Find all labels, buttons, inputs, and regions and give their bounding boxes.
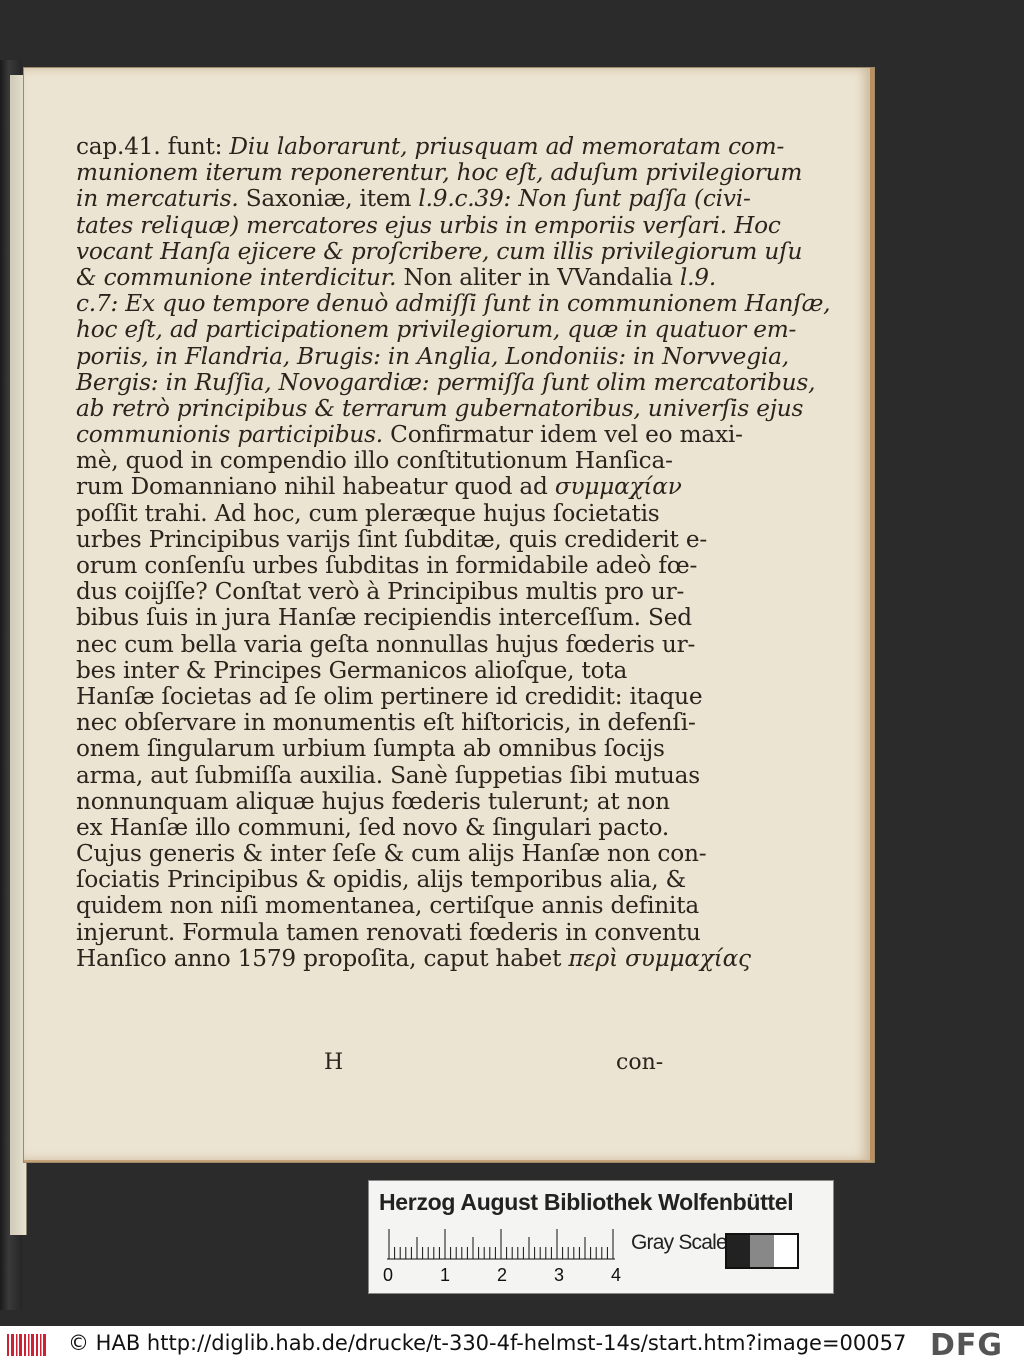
text-line (76, 421, 743, 449)
text-segment: rum Domanniano nihil habeatur quod ad (76, 473, 555, 501)
text-segment: ex Hanſæ illo communi, ſed novo & ſingulari pacto. (76, 813, 669, 841)
text-line (76, 159, 803, 187)
text-segment: nec cum bella varia geſta nonnullas hujus fœderis ur- (76, 630, 696, 658)
text-line (76, 290, 831, 318)
text-segment: cap.41. funt: (76, 133, 230, 160)
text-line (76, 394, 804, 422)
text-segment: Confirmatur idem vel eo maxi- (390, 421, 743, 449)
text-line (76, 840, 707, 868)
text-segment: l.9. (679, 263, 717, 291)
text-segment: munionem iterum reponerentur, hoc eſt, aduſum privilegiorum (76, 159, 803, 187)
ruler-number: 3 (554, 1265, 565, 1285)
dfg-logo: DFG (930, 1328, 1004, 1363)
text-segment: dus coijſſe? Conſtat verò à Principibus multis pro ur- (76, 578, 685, 606)
text-line (76, 918, 701, 946)
text-line (76, 867, 688, 893)
text-line (76, 630, 696, 658)
text-line (76, 892, 699, 920)
text-line (76, 789, 688, 815)
text-segment: vocant Hanſa ejicere & proſcribere, cum illis privilegiorum uſu (76, 237, 803, 265)
text-segment: ſociatis Principibus & opidis, alijs temporibus alia, & (76, 866, 687, 894)
text-segment: tates reliquæ) mercatores ejus urbis in emporiis verſari. Hoc (76, 211, 781, 239)
text-line (76, 133, 785, 160)
text-line (76, 736, 688, 762)
text-line (76, 815, 688, 841)
text-segment: onem ſingularum urbium ſumpta ab omnibus ſocijs (76, 735, 665, 763)
text-line (76, 237, 803, 265)
text-line (76, 501, 688, 527)
ruler-number: 1 (440, 1265, 451, 1285)
text-line (76, 761, 700, 789)
text-segment: bibus ſuis in jura Hanſæ recipiendis interceſſum. Sed (76, 604, 692, 632)
text-line (76, 552, 698, 579)
signature-mark: H (324, 1050, 344, 1075)
text-segment: nonnunquam aliquæ hujus fœderis tulerunt; at non (76, 787, 670, 815)
gray-scale-label: Gray Scale (631, 1231, 727, 1254)
text-segment: Hanſico anno 1579 propoſita, caput habet (76, 944, 569, 972)
text-line (76, 263, 717, 291)
text-line (76, 525, 708, 553)
text-segment: & communione interdicitur. (76, 263, 404, 291)
ruler-number: 2 (497, 1265, 508, 1285)
text-segment: communionis participibus. (76, 421, 391, 449)
text-segment: Saxoniæ, item (245, 185, 419, 213)
text-segment: l.9.c.39: Non ſunt paſſa (civi- (418, 185, 751, 213)
text-line (76, 185, 751, 213)
text-line (76, 474, 688, 500)
text-line (76, 211, 781, 239)
text-segment: περὶ συμμαχίας (568, 944, 751, 972)
ruler-number: 4 (611, 1265, 622, 1285)
text-segment: urbes Principibus varijs ſint ſubditæ, quis crediderit e- (76, 525, 708, 553)
text-segment: poriis, in Flandria, Brugis: in Anglia, Londoniis: in Norvvegia, (76, 342, 789, 370)
text-segment: Hanſæ ſocietas ad ſe olim pertinere id credidit: itaque (76, 682, 703, 710)
text-line (76, 682, 703, 710)
text-segment: c.7: Ex quo tempore denuò admiſſi ſunt in communionem Hanſæ, (76, 290, 831, 318)
color-calibration-card (368, 1180, 834, 1294)
gray-scale-swatch (725, 1233, 799, 1269)
ruler-numbers (383, 1265, 643, 1289)
ruler-number: 0 (383, 1265, 394, 1285)
text-line (76, 448, 688, 474)
footer-bar (0, 1326, 1024, 1366)
text-line (76, 604, 692, 632)
text-segment: quidem non niſi momentanea, certiſque annis definita (76, 892, 699, 920)
text-line (76, 579, 688, 605)
page-text (76, 133, 831, 972)
text-segment: poſſit trahi. Ad hoc, cum pleræque hujus ſocietatis (76, 499, 660, 527)
text-segment: bes inter & Principes Germanicos alioſque, tota (76, 656, 628, 684)
text-line (76, 944, 751, 972)
text-segment: Non aliter in VVandalia (403, 263, 680, 291)
text-segment: Diu laborarunt, priusquam ad memoratam com- (229, 133, 785, 160)
text-segment: in mercaturis. (76, 185, 246, 213)
text-line (76, 342, 789, 370)
text-line (76, 316, 797, 344)
text-line (76, 368, 816, 396)
text-segment: Bergis: in Ruſſia, Novogardiæ: permiſſa ſunt olim mercatoribus, (76, 368, 816, 396)
card-title: Herzog August Bibliothek Wolfenbüttel (379, 1189, 794, 1215)
text-segment: arma, aut ſubmiſſa auxilia. Sanè ſuppetias ſibi mutuas (76, 761, 700, 789)
source-url[interactable]: © HAB http://diglib.hab.de/drucke/t-330-4f-helmst-14s/start.htm?image=00057 (68, 1331, 907, 1355)
text-segment: injerunt. Formula tamen renovati fœderis in conventu (76, 918, 701, 946)
text-segment: mè, quod in compendio illo conſtitutionum Hanſica- (76, 447, 673, 475)
text-segment: ab retrò principibus & terrarum gubernatoribus, univerſis ejus (76, 394, 804, 422)
text-line (76, 709, 696, 737)
text-segment: συμμαχίαν (554, 473, 682, 501)
text-line (76, 658, 688, 684)
text-segment: Cujus generis & inter ſeſe & cum alijs Hanſæ non con- (76, 840, 707, 868)
book-page (24, 68, 874, 1162)
ruler-scale (387, 1225, 617, 1261)
text-segment: nec obſervare in monumentis eſt hiſtoricis, in defenſi- (76, 709, 696, 737)
text-segment: hoc eſt, ad participationem privilegiorum, quæ in quatuor em- (76, 316, 797, 344)
catchword: con- (616, 1050, 664, 1075)
text-segment: orum conſenſu urbes ſubditas in formidabile adeò fœ- (76, 552, 698, 579)
barcode-icon (6, 1332, 48, 1358)
